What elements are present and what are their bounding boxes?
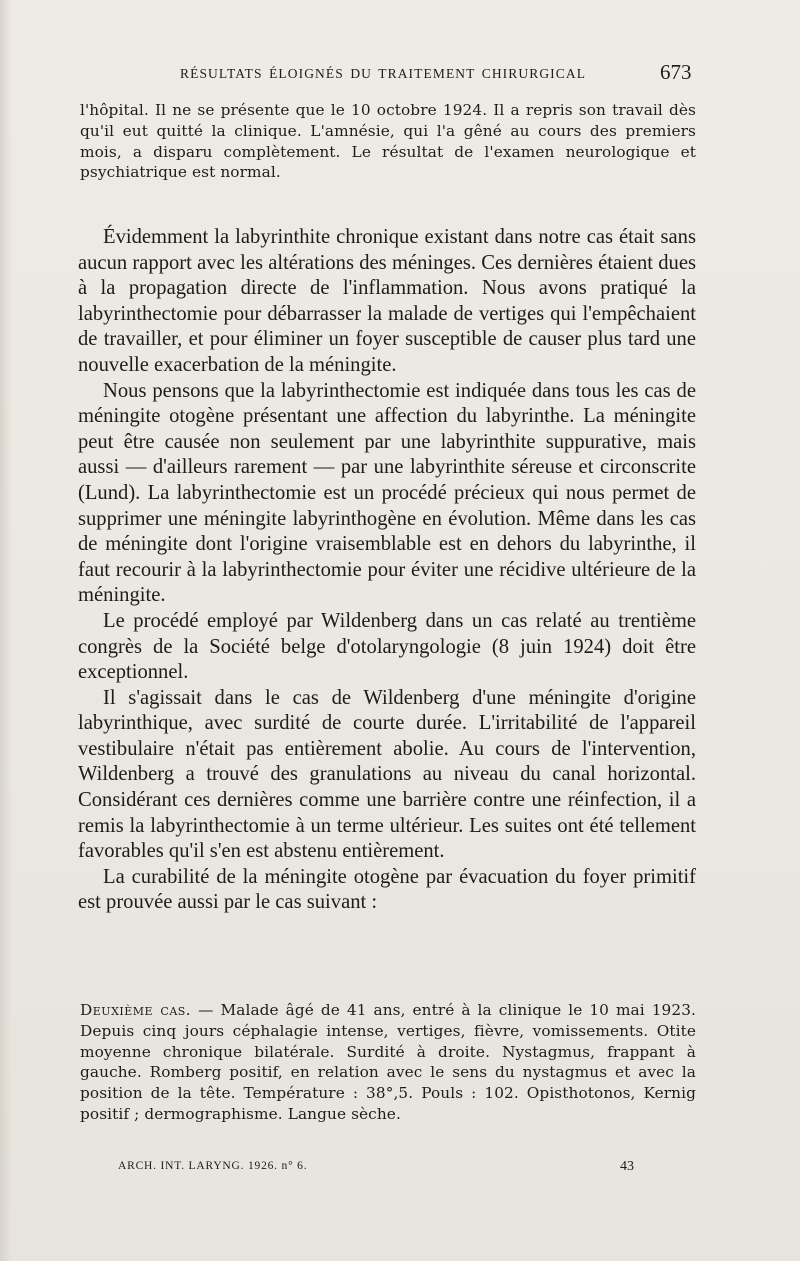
case-label: Deuxième cas. — [80, 1001, 192, 1019]
signature-mark: 43 — [620, 1159, 634, 1174]
page-number: 673 — [660, 60, 692, 84]
body-paragraph: Le procédé employé par Wildenberg dans un cas relaté au trentième congrès de la Société belge d'otolaryngologie (8 juin 1924) doit être exceptionnel. — [78, 609, 696, 684]
intro-paragraph: l'hôpital. Il ne se présente que le 10 octobre 1924. Il a repris son travail dès qu'il eut quitté la clinique. L'amnésie, qui l'a gêné au cours des premiers mois, a disparu complètement. Le résultat de l'examen neurologique et psychiatrique est normal. — [80, 101, 696, 182]
main-body — [78, 225, 696, 916]
body-paragraph: Évidemment la labyrinthite chronique existant dans notre cas était sans aucun rapport avec les altérations des méninges. Ces dernières étaient dues à la propagation directe de l'inflammation. Nous avons pratiqué la labyrinthectomie pour débarrasser la malade de vertiges qui l'empêchaient de travailler, et pour éliminer un foyer susceptible de causer plus tard une nouvelle exacerbation de la méningite. — [78, 226, 696, 376]
case-text: — Malade âgé de 41 ans, entré à la clinique le 10 mai 1923. Depuis cinq jours céphalagie intense, vertiges, fièvre, vomissements. Otite moyenne chronique bilatérale. Surdité à droite. Nystagmus, frappant à gauche. Romberg positif, en relation avec le sens du nystagmus et avec la position de la tête. Température : 38°,5. Pouls : 102. Opisthotonos, Kernig positif ; dermographisme. Langue sèche. — [80, 1001, 696, 1123]
body-paragraph: La curabilité de la méningite otogène par évacuation du foyer primitif est prouvée aussi par le cas suivant : — [78, 865, 696, 914]
running-head: RÉSULTATS ÉLOIGNÉS DU TRAITEMENT CHIRURGICAL — [180, 66, 587, 81]
case-report — [80, 1000, 696, 1125]
journal-reference: ARCH. INT. LARYNG. 1926. n° 6. — [118, 1160, 308, 1172]
body-paragraph: Il s'agissait dans le cas de Wildenberg d'une méningite d'origine labyrinthique, avec surdité de courte durée. L'irritabilité de l'appareil vestibulaire n'était pas entièrement abolie. Au cours de l'intervention, Wildenberg a trouvé des granulations au niveau du canal horizontal. Considérant ces dernières comme une barrière contre une réinfection, il a remis la labyrinthectomie à un terme ultérieur. Les suites ont été tellement favorables qu'il s'en est abstenu entièrement. — [78, 686, 696, 863]
body-paragraph: Nous pensons que la labyrinthectomie est indiquée dans tous les cas de méningite otogène présentant une affection du labyrinthe. La méningite peut être causée non seulement par une labyrinthite suppurative, mais aussi — d'ailleurs rarement — par une labyrinthite séreuse et circonscrite (Lund). La labyrinthectomie est un procédé précieux qui nous permet de supprimer une méningite labyrinthogène en évolution. Même dans les cas de méningite dont l'origine vraisemblable est en dehors du labyrinthe, il faut recourir à la labyrinthectomie pour éviter une récidive ultérieure de la méningite. — [78, 379, 696, 607]
